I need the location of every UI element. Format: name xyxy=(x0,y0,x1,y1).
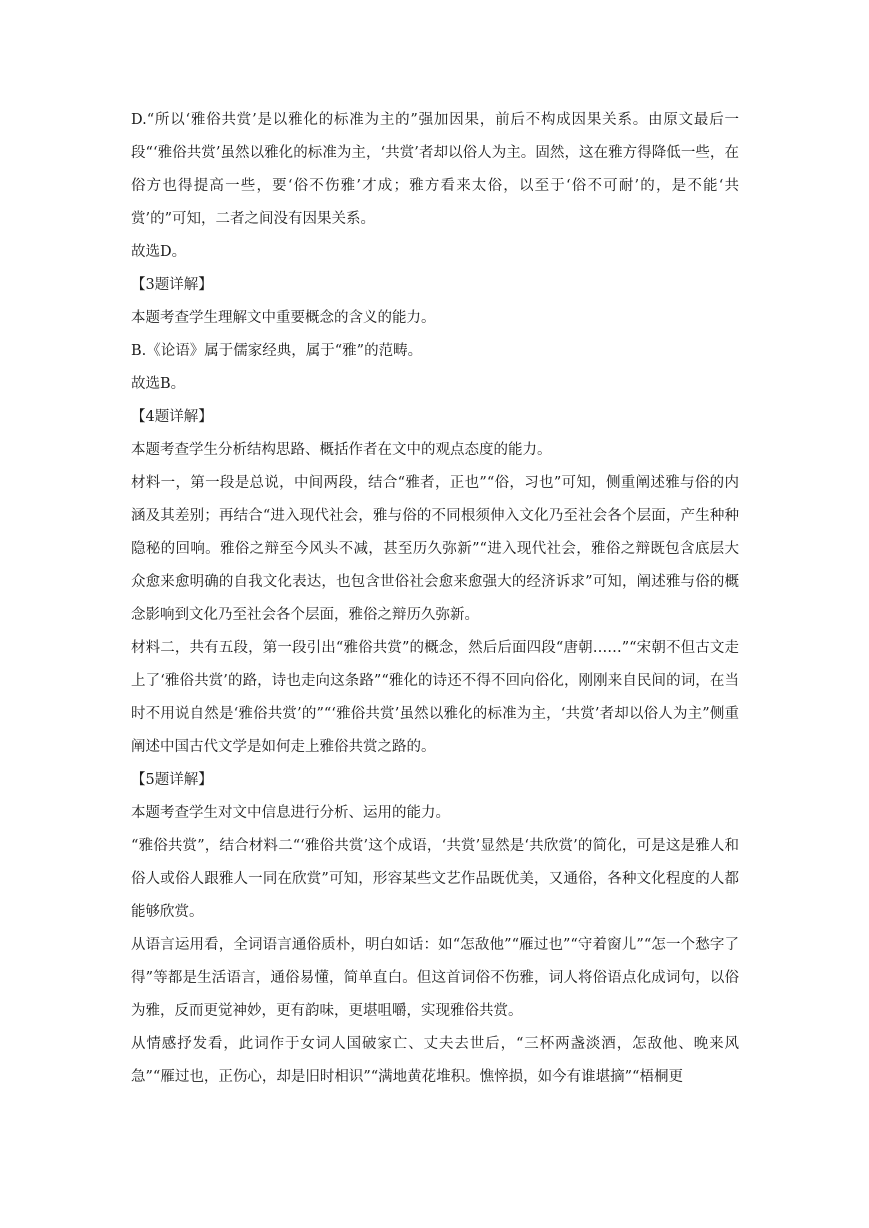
heading-q4-detail: 【4题详解】 xyxy=(131,409,213,425)
paragraph-q5-intro: 本题考查学生对文中信息进行分析、运用的能力。 xyxy=(131,805,450,821)
paragraph-q3-intro: 本题考查学生理解文中重要概念的含义的能力。 xyxy=(131,310,436,326)
document-page xyxy=(131,104,739,1094)
paragraph-q3-b-option: B.《论语》属于儒家经典，属于“雅”的范畴。 xyxy=(131,343,423,359)
paragraph-d-option-analysis: D.“所以‘雅俗共赏’是以雅化的标准为主的”强加因果，前后不构成因果关系。由原文最后一段“‘雅俗共赏’虽然以雅化的标准为主，‘共赏’者却以俗人为主。固然，这在雅方得降低一些，在俗方也得提高一些，要‘俗不伤雅’才成；雅方看来太俗，以至于‘俗不可耐’的，是不能‘共赏’的”可知，二者之间没有因果关系。 xyxy=(131,112,739,227)
paragraph-q5-language: 从语言运用看，全词语言通俗质朴，明白如话：如“怎敌他”“雁过也”“守着窗儿”“怎一个愁字了得”等都是生活语言，通俗易懂，简单直白。但这首词俗不伤雅，词人将俗语点化成词句，以俗为雅，反而更觉神妙，更有韵味，更堪咀嚼，实现雅俗共赏。 xyxy=(131,937,739,1019)
answer-b: 故选B。 xyxy=(131,376,186,392)
paragraph-q5-emotion: 从情感抒发看，此词作于女词人国破家亡、丈夫去世后，“三杯两盏淡酒，怎敌他、晚来风急”“雁过也，正伤心，却是旧时相识”“满地黄花堆积。憔悴损，如今有谁堪摘”“梧桐更 xyxy=(131,1036,739,1085)
paragraph-q4-material-one: 材料一，第一段是总说，中间两段，结合“雅者，正也”“俗，习也”可知，侧重阐述雅与俗的内涵及其差别；再结合“进入现代社会，雅与俗的不同根须伸入文化乃至社会各个层面，产生种种隐秘的回响。雅俗之辩至今风头不减，甚至历久弥新”“进入现代社会，雅俗之辩既包含底层大众愈来愈明确的自我文化表达，也包含世俗社会愈来愈强大的经济诉求”可知，阐述雅与俗的概念影响到文化乃至社会各个层面，雅俗之辩历久弥新。 xyxy=(131,475,739,623)
answer-d: 故选D。 xyxy=(131,244,187,260)
heading-q5-detail: 【5题详解】 xyxy=(131,772,213,788)
paragraph-q5-definition: “雅俗共赏”，结合材料二“‘雅俗共赏’这个成语，‘共赏’显然是‘共欣赏’的简化，可是这是雅人和俗人或俗人跟雅人一同在欣赏”可知，形容某些文艺作品既优美，又通俗，各种文化程度的人都能够欣赏。 xyxy=(131,838,739,920)
paragraph-q4-material-two: 材料二，共有五段，第一段引出“雅俗共赏”的概念，然后后面四段“唐朝……”“宋朝不但古文走上了‘雅俗共赏’的路，诗也走向这条路”“雅化的诗还不得不回向俗化，刚刚来自民间的词，在当时不用说自然是‘雅俗共赏’的”“‘雅俗共赏’虽然以雅化的标准为主，‘共赏’者却以俗人为主”侧重阐述中国古代文学是如何走上雅俗共赏之路的。 xyxy=(131,640,739,755)
paragraph-q4-intro: 本题考查学生分析结构思路、概括作者在文中的观点态度的能力。 xyxy=(131,442,552,458)
heading-q3-detail: 【3题详解】 xyxy=(131,277,213,293)
